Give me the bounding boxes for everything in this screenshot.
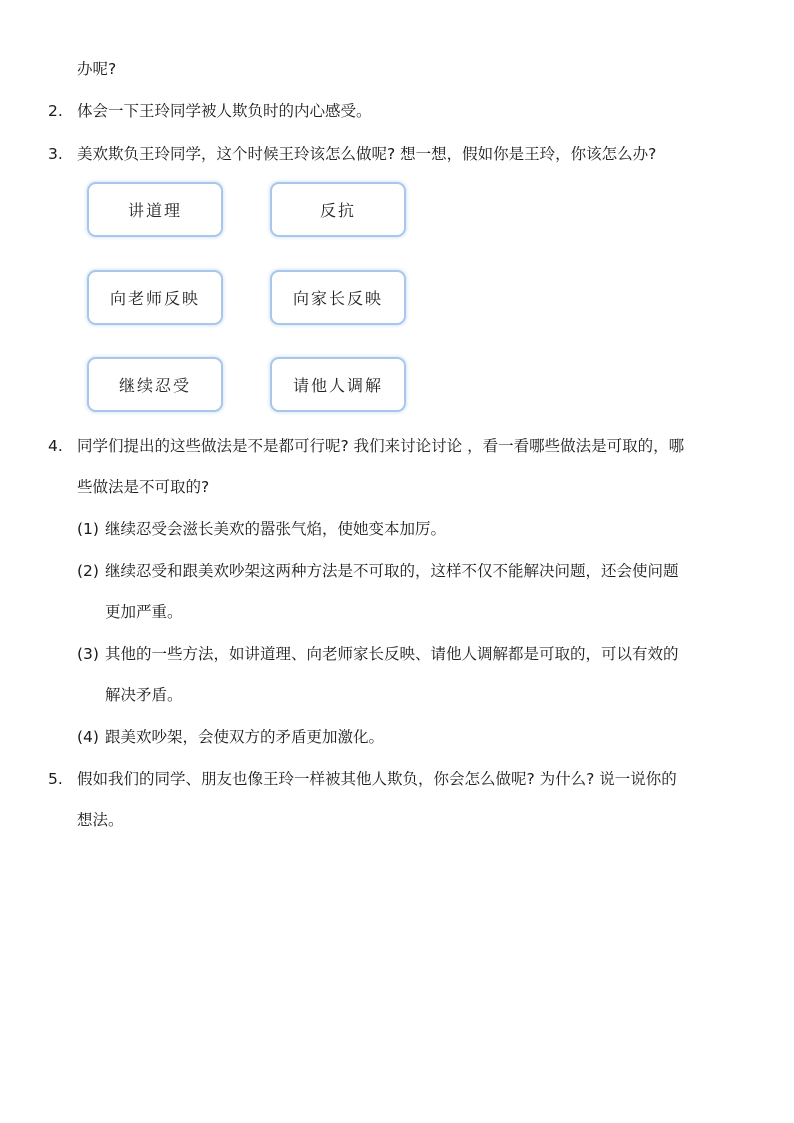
item-5-text-line-1: 假如我们的同学、朋友也像王玲一样被其他人欺负，你会怎么做呢? 为什么? 说一说你的 <box>77 770 677 788</box>
option-box-endure: 继续忍受 <box>87 357 223 412</box>
option-box-tell-teacher: 向老师反映 <box>87 270 223 325</box>
item-4-number: 4. <box>48 437 63 455</box>
subitem-3-text-line-2: 解决矛盾。 <box>105 686 183 704</box>
subitem-4-text: 跟美欢吵架，会使双方的矛盾更加激化。 <box>105 728 385 746</box>
option-box-mediation: 请他人调解 <box>270 357 406 412</box>
subitem-2-text-line-2: 更加严重。 <box>105 603 183 621</box>
subitem-3-number: (3) <box>77 645 99 663</box>
item-3-number: 3. <box>48 145 63 163</box>
item-2-number: 2. <box>48 102 63 120</box>
option-box-resist: 反抗 <box>270 182 406 237</box>
subitem-2-text-line-1: 继续忍受和跟美欢吵架这两种方法是不可取的，这样不仅不能解决问题，还会使问题 <box>105 562 679 580</box>
item-4-text-line-1: 同学们提出的这些做法是不是都可行呢? 我们来讨论讨论 ，看一看哪些做法是可取的，哪 <box>77 437 685 455</box>
item-5-text-line-2: 想法。 <box>77 811 124 829</box>
subitem-1-text: 继续忍受会滋长美欢的嚣张气焰，使她变本加厉。 <box>105 520 447 538</box>
subitem-3-text-line-1: 其他的一些方法，如讲道理、向老师家长反映、请他人调解都是可取的，可以有效的 <box>105 645 679 663</box>
item-3-text: 美欢欺负王玲同学，这个时候王玲该怎么做呢? 想一想，假如你是王玲，你该怎么办? <box>77 145 657 163</box>
option-box-tell-parents: 向家长反映 <box>270 270 406 325</box>
item-2-text: 体会一下王玲同学被人欺负时的内心感受。 <box>77 102 372 120</box>
item-4-text-line-2: 些做法是不可取的? <box>77 478 210 496</box>
item-1-continuation: 办呢? <box>77 60 117 78</box>
subitem-1-number: (1) <box>77 520 99 538</box>
subitem-2-number: (2) <box>77 562 99 580</box>
item-5-number: 5. <box>48 770 63 788</box>
subitem-4-number: (4) <box>77 728 99 746</box>
option-box-reasoning: 讲道理 <box>87 182 223 237</box>
